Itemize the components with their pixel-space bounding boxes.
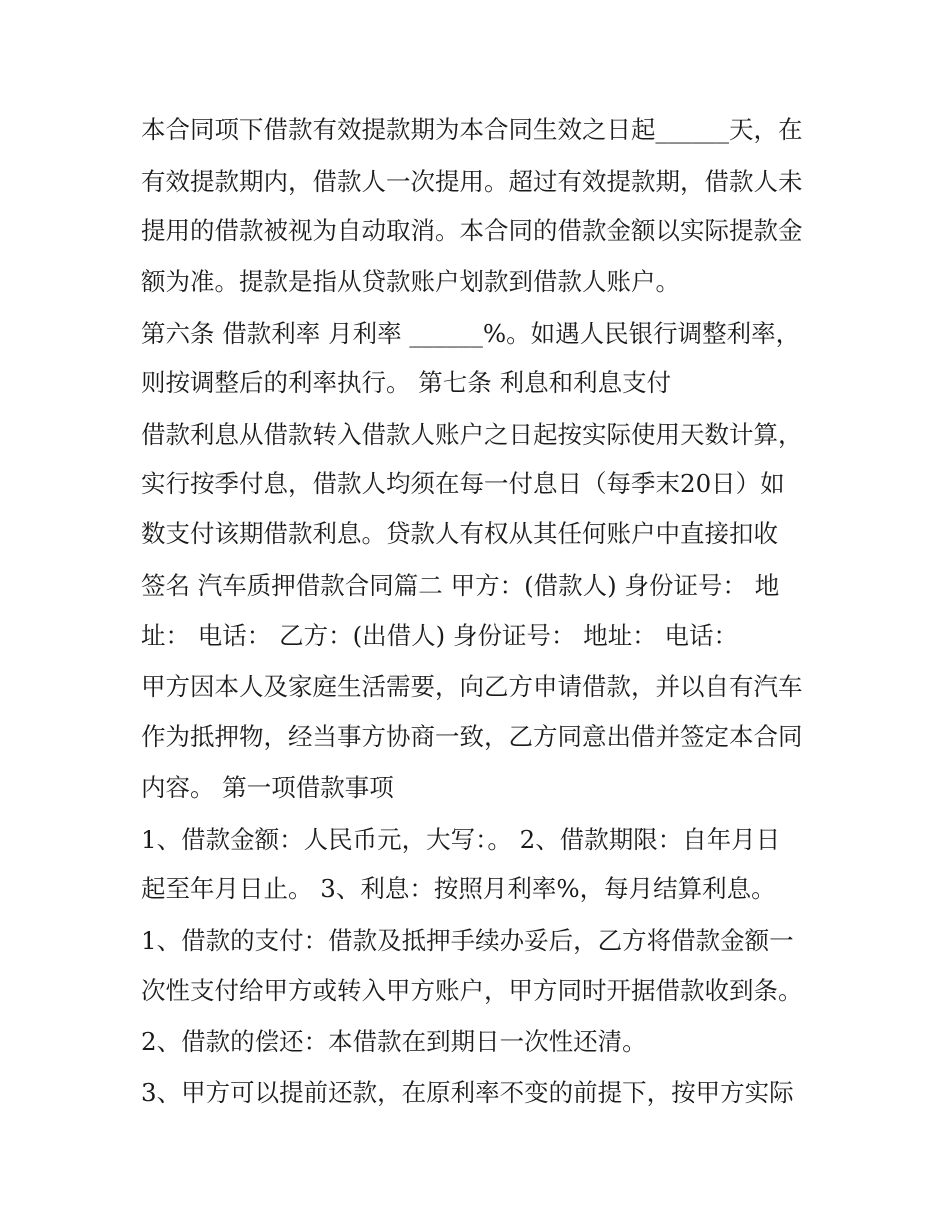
text-line: 则按调整后的利率执行。 第七条 利息和利息支付 xyxy=(141,368,672,397)
text-line: 起至年月日止。 3、利息：按照月利率%，每月结算利息。 xyxy=(141,874,776,903)
text-line: 1、借款的支付：借款及抵押手续办妥后，乙方将借款金额一 xyxy=(141,926,794,955)
text-line: 作为抵押物，经当事方协商一致，乙方同意出借并签定本合同 xyxy=(141,722,803,751)
text-line: 3、甲方可以提前还款，在原利率不变的前提下，按甲方实际 xyxy=(141,1078,794,1107)
text-line: 内容。 第一项借款事项 xyxy=(141,773,394,802)
text-line: 额为准。提款是指从贷款账户划款到借款人账户。 xyxy=(141,267,680,296)
text-line: 实行按季付息，借款人均须在每一付息日（每季末20日）如 xyxy=(141,469,785,498)
text-line: 本合同项下借款有效提款期为本合同生效之日起______天，在 xyxy=(141,115,803,144)
text-line: 2、借款的偿还：本借款在到期日一次性还清。 xyxy=(141,1027,647,1056)
text-line: 数支付该期借款利息。贷款人有权从其任何账户中直接扣收 xyxy=(141,519,778,548)
text-line: 借款利息从借款转入借款人账户之日起按实际使用天数计算， xyxy=(141,420,803,449)
text-line: 次性支付给甲方或转入甲方账户，甲方同时开据借款收到条。 xyxy=(141,976,803,1005)
text-line: 甲方因本人及家庭生活需要，向乙方申请借款，并以自有汽车 xyxy=(141,672,803,701)
text-line: 址： 电话： 乙方：(出借人) 身份证号： 地址： 电话： xyxy=(141,621,739,650)
text-line: 有效提款期内，借款人一次提用。超过有效提款期，借款人未 xyxy=(141,167,803,196)
text-line: 签名 汽车质押借款合同篇二 甲方：(借款人) 身份证号： 地 xyxy=(141,571,780,600)
text-line: 第六条 借款利率 月利率 ______%。如遇人民银行调整利率， xyxy=(141,319,801,348)
text-line: 1、借款金额：人民币元，大写：。 2、借款期限：自年月日 xyxy=(141,825,781,854)
text-line: 提用的借款被视为自动取消。本合同的借款金额以实际提款金 xyxy=(141,216,803,245)
